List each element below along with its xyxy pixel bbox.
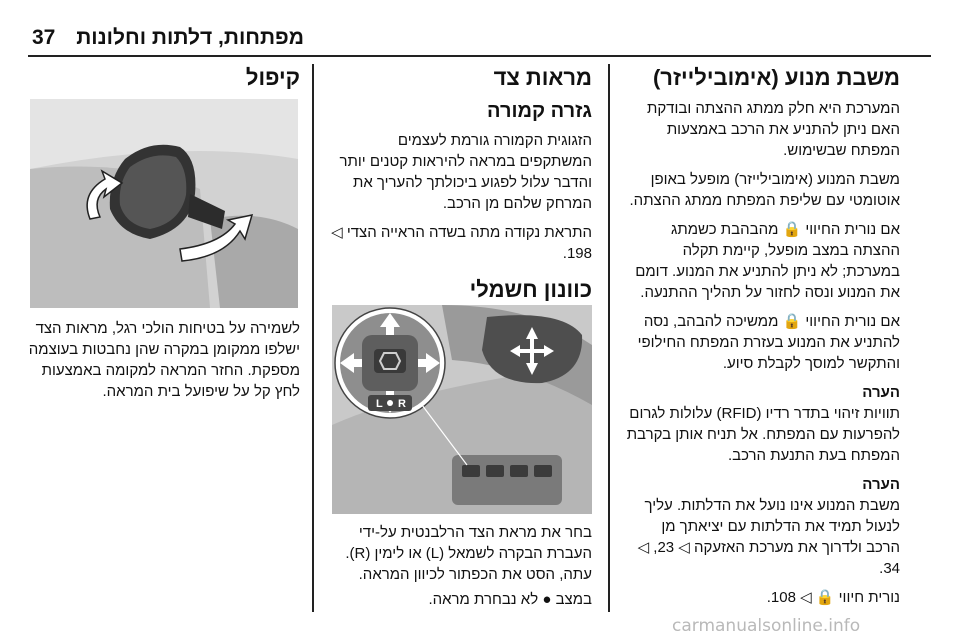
blind-spot-reference: התראת נקודה מתה בשדה הראייה הצדי ◁ 198. [331,224,592,262]
caption-line: בחר את מראת הצד הרלבנטית על-ידי העברת הבקרה לשמאל (L) או לימין (R). [345,524,592,562]
convex-glass-paragraph: הזגוגית הקמורה גורמת לעצמים המשתקפים במראה להיראות קטנים יותר והדבר עלול לפגוע ביכולתך להעריך את המרחק שלהם מן הרכב. [339,132,592,212]
watermark: carmanualsonline.info [672,616,861,636]
indicator-reference: נורית חיווי 🔒 ◁ 108. [766,589,900,606]
left-mirror-label: L [376,398,383,410]
immobilizer-paragraph: אם נורית החיווי 🔒 מהבהבת כשמתג ההצתה במצב מופעל, קיימת תקלה במערכת; לא ניתן להתניע את המנוע. דומם את המנוע ונסה לחזור על תהליך ההתנעה. [635,221,900,301]
folding-paragraph: לשמירה על בטיחות הולכי רגל, מראות הצד ישלפו ממקומן במקרה שהן נחבטות בעוצמה מספקת. החזר המראה למקומה באמצעות לחץ קל על שיפועל בית המראה. [28,320,300,400]
immobilizer-paragraph: המערכת היא חלק ממתג ההצתה ובודקת האם ניתן להתניע את הרכב באמצעות המפתח שבשימוש. [646,100,900,159]
immobilizer-title: משבת מנוע (אימובילייזר) [652,65,900,90]
folding-caption [28,318,300,410]
mirror-control-illustration [332,305,592,514]
page-number: 37 [32,26,56,49]
caption-line: במצב ● לא נבחרת מראה. [428,591,592,608]
folding-column [28,64,300,98]
folding-title: קיפול [245,65,300,90]
caption-line: עתה, הסט את הכפתור לכיוון המראה. [358,566,592,583]
mirror-control-photo [332,305,592,514]
folding-mirror-photo [30,99,298,308]
note-title: הערה [862,384,900,401]
page-header [0,0,960,58]
immobilizer-column [624,64,900,616]
running-title: מפתחות, דלתות וחלונות [76,26,304,49]
folding-mirror-illustration [30,99,298,308]
right-mirror-label: R [398,398,406,410]
convex-glass-title: גזרה קמורה [487,100,592,122]
note-title: הערה [862,476,900,493]
column-divider-left [312,64,314,612]
electric-adjustment-title: כוונון חשמלי [469,277,592,302]
header-rule [28,55,931,57]
note-text: תוויות זיהוי בתדר רדיו (RFID) עלולות לגרום להפרעות עם המפתח. אל תניח אותן בקרבת המפתח בעת התנעת הרכב. [626,405,900,464]
immobilizer-paragraph: משבת המנוע (אימובילייזר) מופעל באופן אוטומטי עם שליפת המפתח ממתג ההצתה. [629,171,900,209]
column-divider-right [608,64,610,612]
side-mirrors-column [330,64,592,310]
side-mirrors-title: מראות צד [493,65,592,90]
immobilizer-paragraph: אם נורית החיווי 🔒 ממשיכה להבהב, נסה להתניע את המנוע בעזרת המפתח החילופי והתקשר למוסך לקבלת סיוע. [637,313,900,372]
note-text: משבת המנוע אינו נועל את הדלתות. עליך לנעול תמיד את הדלתות עם יציאתך מן הרכב ולדרוך את מערכת האזעקה ◁ 23, ◁ 34. [637,497,900,577]
electric-adjustment-caption [330,522,592,618]
